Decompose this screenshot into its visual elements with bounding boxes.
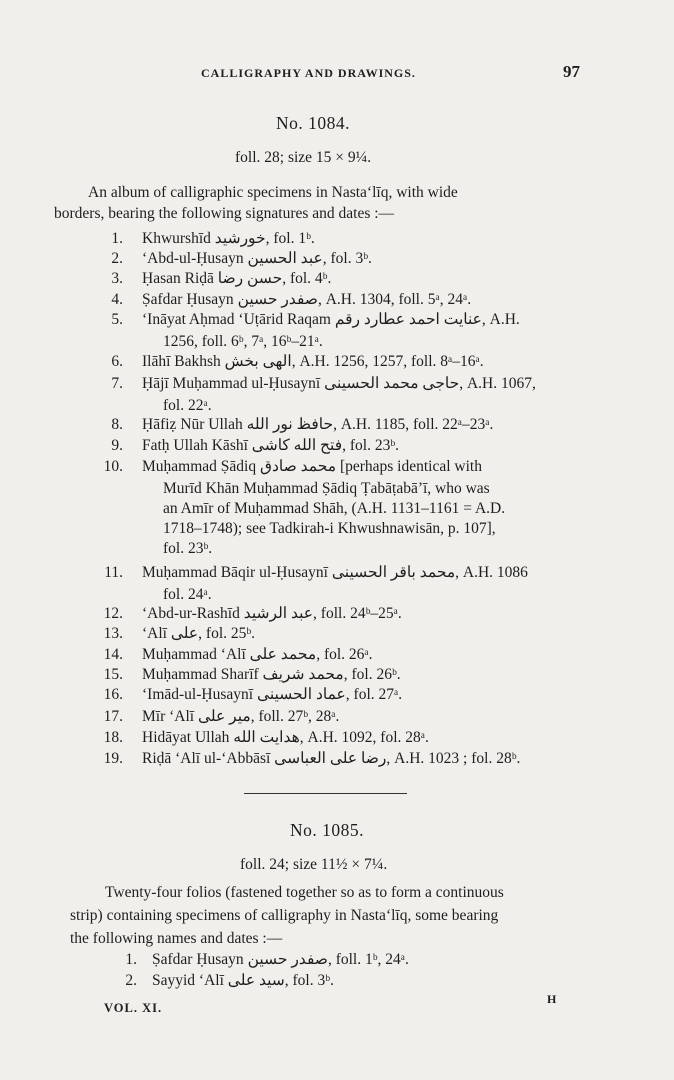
entry-text: Khwurshīd خورشيد, fol. 1ᵇ. [142,230,315,247]
intro-line: the following names and dates :— [70,930,283,947]
running-head: CALLIGRAPHY AND DRAWINGS. [201,66,416,80]
entry-number: 2. [125,972,137,989]
entry-text: ‘Imād-ul-Ḥusaynī عماد الحسينى, fol. 27ᵃ. [142,686,403,703]
entry-number: 9. [111,437,123,454]
intro-line: strip) containing specimens of calligraphy in Nasta‘līq, some bearing [70,907,499,924]
entry-number: 18. [103,729,123,746]
entry-text: ‘Abd-ur-Rashīd عبد الرشيد, foll. 24ᵇ–25ᵃ. [142,605,402,622]
entry-number: 3. [111,270,123,287]
entry-text: Sayyid ‘Alī سيد على, fol. 3ᵇ. [152,972,334,989]
entry-text: Ṣafdar Ḥusayn صفدر حسين, foll. 1ᵇ, 24ᵃ. [152,951,409,968]
entry-text: Fatḥ Ullah Kāshī فتح الله كاشى, fol. 23ᵇ. [142,437,400,454]
entry-text: Ḥasan Riḍā حسن رضا, fol. 4ᵇ. [142,270,332,287]
entry-number: 2. [111,250,123,267]
section-foll: foll. 28; size 15 × 9¼. [235,149,372,166]
entry-number: 14. [103,646,123,663]
signature-mark: H [547,992,557,1006]
entry-text: Ḥāfiẓ Nūr Ullah حافظ نور الله, A.H. 1185, foll. 22ᵃ–23ᵃ. [142,416,494,433]
entry-number: 1. [125,951,137,968]
entry-number: 11. [104,564,123,581]
entry-number: 15. [103,666,123,683]
entry-number: 12. [103,605,123,622]
entry-text: fol. 23ᵇ. [163,540,213,557]
intro-line: An album of calligraphic specimens in Nasta‘līq, with wide [88,184,458,201]
entry-number: 7. [111,375,123,392]
entry-text: Hidāyat Ullah هدايت الله, A.H. 1092, fol. 28ᵃ. [142,729,429,746]
entry-text: ‘Ināyat Aḥmad ‘Uṭārid Raqam عنايت احمد عطارد رقم, A.H. [142,311,520,328]
entry-text: fol. 24ᵃ. [163,586,212,603]
entry-text: 1718–1748); see Tadkirah-i Khwushnawisān, p. 107], [163,520,496,537]
entry-text: ‘Alī على, fol. 25ᵇ. [142,625,256,642]
entry-text: an Amīr of Muḥammad Shāh, (A.H. 1131–1161 = A.D. [163,500,506,517]
entry-number: 1. [111,230,123,247]
section-title: No. 1085. [290,820,365,840]
entry-text: Muḥammad Ṣādiq محمد صادق [perhaps identical with [142,458,482,475]
entry-number: 6. [111,353,123,370]
entry-text: Muḥammad ‘Alī محمد على, fol. 26ᵃ. [142,646,373,663]
entry-number: 5. [111,311,123,328]
entry-number: 4. [111,291,123,308]
entry-text: Murīd Khān Muḥammad Ṣādiq Ṭabāṭabā’ī, who was [163,480,490,497]
entry-number: 13. [103,625,123,642]
section-title: No. 1084. [276,113,351,133]
entry-number: 8. [111,416,123,433]
entry-number: 10. [103,458,123,475]
entry-text: Riḍā ‘Alī ul-‘Abbāsī رضا على العباسى, A.H. 1023 ; fol. 28ᵇ. [142,750,521,767]
entry-number: 19. [103,750,123,767]
intro-line: borders, bearing the following signatures and dates :— [54,205,395,222]
entry-text: fol. 22ᵃ. [163,397,212,414]
entry-text: Muḥammad Bāqir ul-Ḥusaynī محمد باقر الحسينى, A.H. 1086 [142,564,528,581]
entry-text: ‘Abd-ul-Ḥusayn عبد الحسين, fol. 3ᵇ. [142,250,372,267]
volume-label: VOL. XI. [104,1001,163,1015]
page-number: 97 [563,62,580,81]
section-foll: foll. 24; size 11½ × 7¼. [240,856,388,873]
entry-text: Ḥājī Muḥammad ul-Ḥusaynī حاجى محمد الحسينى, A.H. 1067, [142,375,536,392]
entry-text: Ilāhī Bakhsh الهى بخش, A.H. 1256, 1257, foll. 8ᵃ–16ᵃ. [142,353,484,370]
entry-text: Ṣafdar Ḥusayn صفدر حسين, A.H. 1304, foll. 5ᵃ, 24ᵃ. [142,291,472,308]
entry-text: Mīr ‘Alī مير على, foll. 27ᵇ, 28ᵃ. [142,708,340,725]
intro-line: Twenty-four folios (fastened together so as to form a continuous [105,884,504,901]
entry-text: Muḥammad Sharīf محمد شريف, fol. 26ᵇ. [142,666,401,683]
entry-text: 1256, foll. 6ᵇ, 7ᵃ, 16ᵇ–21ᵃ. [163,333,323,350]
entry-number: 16. [103,686,123,703]
entry-number: 17. [103,708,123,725]
section-divider [244,793,407,794]
